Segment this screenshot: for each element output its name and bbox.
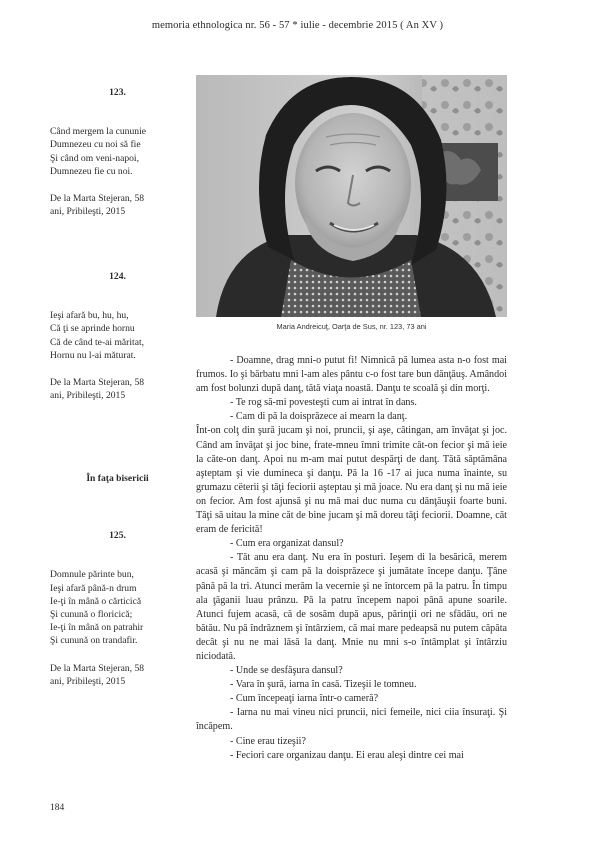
verse-line: Ie-ţi în mână o cărticică: [50, 595, 142, 607]
song-credit: [50, 376, 185, 402]
verse-line: Ieşi afară până-n drum: [50, 582, 137, 594]
verse-line: Domnule părinte bun,: [50, 569, 134, 581]
paragraph: - Cam di pă la doisprăzece ai mearn la danţ.: [230, 411, 408, 423]
paragraph: - Doamne, drag mni-o putut fi! Nimnică pă lumea asta n-o fost mai frumos. Io şi bărbatu mni l-am ales pântu c-o fost tare bun dănţăuş. Amândoi am fost bolunzi după danţ, tătă viaţa noastă. Danţu te scoală şi din morţi.: [196, 355, 507, 395]
song-number: 125.: [109, 530, 126, 542]
paragraph: - Cum începeaţi iarna într-o cameră?: [230, 693, 379, 705]
song-stanza: [50, 309, 185, 362]
verse-line: Şi cunună o floricică;: [50, 609, 133, 621]
interview-text: [196, 354, 507, 763]
verse-line: Când mergem la cununie: [50, 126, 146, 138]
paragraph: Înt-on colţ din şură jucam şi noi, pruncii, şi aşe, câtingan, am învăţat şi joc. Când am învăţat şi joc bine, frate-mneu îmni trimite căt-on fecior şi mă ieie la căte-on danţ. Apoi nu m-am mai putut despărţi de danţ. Tătă săptămâna aşteptam şi vie dumineca şi danţu. Pă la 16 -17 ai juca numa înainte, su grumazu cëterii şi tăţi feciorii aşteptau şi mă joace. Nu era danţ şi nu mă ieie on fecior. Am fost ajunsă şi nu mă mai duc numa cu dănţăuşii foarte buni. Tăţi să uitau la mine căt de bine jucam şi mă doreu tăţi feciorii. Doamne, căt eram de fericită!: [196, 425, 507, 536]
verse-line: Hornu nu l-ai măturat.: [50, 349, 136, 361]
song-123: [50, 86, 185, 218]
portrait-illustration: [196, 75, 507, 317]
verse-line: Ie-ţi în mână on patrahir: [50, 622, 144, 634]
running-header: memoria ethnologica nr. 56 - 57 * iulie - decembrie 2015 ( An XV ): [151, 20, 444, 31]
verse-line: Că ţi se aprinde hornu: [50, 323, 135, 335]
photo-caption: Maria Andreicuţ, Oarţa de Sus, nr. 123, 73 ani: [276, 322, 427, 331]
paragraph: - Cine erau tizeşii?: [230, 735, 306, 747]
verse-line: Că de când te-ai măritat,: [50, 336, 145, 348]
song-credit: [50, 662, 185, 688]
song-number: 124.: [109, 271, 126, 282]
song-stanza: [50, 125, 185, 178]
paragraph: - Cum era organizat dansul?: [230, 538, 344, 550]
credit-line: De la Marta Stejeran, 58: [50, 193, 145, 205]
verse-line: Şi când om veni-napoi,: [50, 152, 139, 164]
song-credit: [50, 192, 185, 218]
paragraph: - Feciori care organizau danţu. Ei erau aleşi dintre cei mai: [230, 749, 464, 761]
paragraph: - Tăt anu era danţ. Nu era în posturi. Ieşem di la besărică, merem acasă şi măncăm şi cam pă la doisprăzece şi jumătate începe danţu. Ţâne până pă la tri. Atunci merăm la vecernie şi ne întorcem pă la patru. În timpu ala ţăganii luau prânzu. Pă la patru începem napoi până apune soarile. Atunci fujem acasă, că de sosăm după apus, părinţii ori ne sfădău, ori ne bătău. Nu pă îndrăznem şi întârziem, că mai mare pedeapsă nu putem căpăta decât şi nu ne mai lăsă la danţ. Mnie nu mni s-o întâmplat şi întârziu niciodată.: [196, 552, 507, 662]
verse-line: Dumnezeu fie cu noi.: [50, 165, 133, 177]
portrait-photo: [196, 75, 507, 317]
song-125: [50, 472, 185, 688]
paragraph: - Vara în şură, iarna în casă. Tizeşii le tomneu.: [230, 679, 417, 691]
verse-line: Ieşi afară bu, hu, hu,: [50, 310, 129, 322]
paragraph: - Iarna nu mai vineu nici pruncii, nici femeile, nici ciia însuraţi. Şi încăpem.: [196, 707, 507, 733]
credit-line: De la Marta Stejeran, 58: [50, 662, 145, 674]
song-stanza: [50, 568, 185, 647]
page-number: 184: [50, 803, 65, 813]
song-number: 123.: [109, 87, 126, 98]
credit-line: ani, Pribileşti, 2015: [50, 390, 126, 402]
credit-line: De la Marta Stejeran, 58: [50, 377, 145, 389]
credit-line: ani, Pribileşti, 2015: [50, 206, 126, 218]
credit-line: ani, Pribileşti, 2015: [50, 675, 126, 687]
verse-line: Dumnezeu cu noi să fie: [50, 139, 141, 151]
paragraph: - Te rog să-mi povesteşti cum ai intrat în dans.: [230, 397, 417, 409]
verse-line: Şi cunună on trandafir.: [50, 635, 138, 647]
section-heading: În faţa bisericii: [86, 473, 149, 484]
song-124: [50, 270, 185, 402]
paragraph: - Unde se desfăşura dansul?: [230, 665, 343, 677]
